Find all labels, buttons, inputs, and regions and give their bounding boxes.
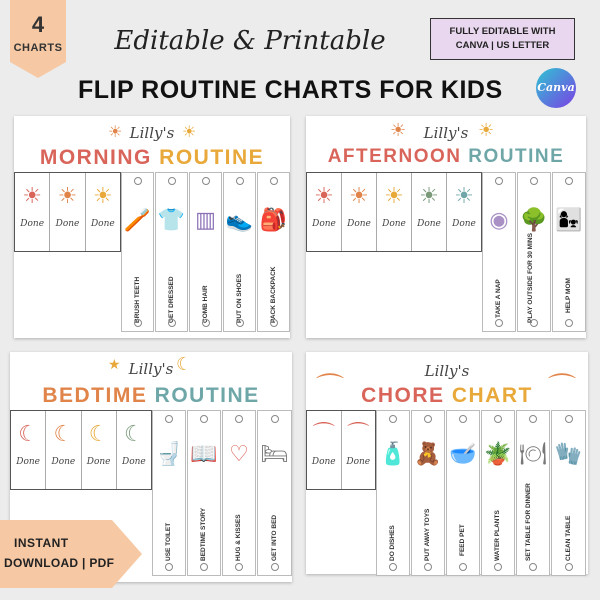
chart-owner-name: Lilly's	[128, 360, 174, 378]
task-flap[interactable]	[155, 172, 188, 332]
task-label: FEED PET	[459, 524, 466, 556]
done-flap[interactable]	[307, 173, 342, 251]
task-label: TAKE A NAP	[495, 279, 502, 318]
sun-icon: ☀	[419, 183, 439, 208]
done-label: Done	[382, 219, 406, 229]
done-flap[interactable]	[50, 173, 85, 251]
task-flap[interactable]	[516, 410, 550, 576]
moon-icon: ☾	[88, 421, 109, 446]
task-label: BEDTIME STORY	[200, 507, 207, 561]
done-flaps	[14, 172, 121, 252]
cleaning-glove-icon: 🧤	[554, 441, 583, 466]
table-setting-icon: 🍽	[519, 441, 547, 466]
sun-icon: ☀	[108, 124, 123, 141]
done-flap[interactable]	[342, 411, 376, 489]
done-label: Done	[90, 219, 115, 229]
done-flap[interactable]	[86, 173, 120, 251]
chart-owner-name: Lilly's	[424, 362, 470, 380]
title-word-1: BEDTIME	[42, 384, 148, 407]
download-label: DOWNLOAD | PDF	[4, 556, 115, 570]
sun-icon: ☀	[384, 183, 404, 208]
done-label: Done	[312, 219, 336, 229]
watering-can-icon: 🪴	[484, 441, 512, 466]
title-word-2: ROUTINE	[154, 384, 260, 407]
done-flaps	[306, 410, 376, 490]
sun-icon: ☀	[478, 120, 495, 140]
title-word-2: ROUTINE	[159, 146, 265, 169]
done-label: Done	[347, 219, 371, 229]
task-label: PUT ON SHOES	[235, 273, 243, 323]
sun-icon: ☀	[314, 183, 334, 208]
task-flap[interactable]	[446, 410, 480, 576]
done-flap[interactable]	[307, 411, 342, 489]
sun-icon: ☀	[349, 183, 369, 208]
task-flap[interactable]	[257, 172, 290, 332]
done-flaps	[10, 410, 152, 490]
task-flap[interactable]	[482, 172, 516, 332]
task-label: DO DISHES	[389, 525, 396, 561]
moon-icon: ☾	[18, 421, 38, 446]
task-label: PACK BACKPACK	[269, 266, 277, 323]
task-label: PLAY OUTSIDE FOR 30 MINS	[527, 233, 534, 323]
sun-icon: ☀	[454, 183, 474, 208]
task-flap[interactable]	[552, 172, 586, 332]
title-word-2: ROUTINE	[468, 146, 565, 167]
book-icon: 📖	[190, 441, 218, 466]
sun-icon: ☀	[390, 120, 407, 140]
sun-icon: ☀	[57, 183, 78, 208]
dish-soap-icon: 🧴	[379, 441, 407, 466]
rainbow-icon: ⌒	[312, 421, 335, 446]
done-flap[interactable]	[15, 173, 50, 251]
task-flap[interactable]	[517, 172, 551, 332]
charts-count-badge	[10, 0, 66, 80]
task-label: HELP MOM	[565, 278, 572, 313]
title-word-1: MORNING	[39, 146, 152, 169]
toys-icon: 🧸	[414, 441, 442, 466]
task-flap[interactable]	[376, 410, 410, 576]
done-label: Done	[20, 219, 45, 229]
done-label: Done	[86, 457, 111, 467]
badge-label: CHARTS	[13, 42, 63, 54]
bed-icon: 🛏	[260, 441, 289, 466]
sun-icon: ☀	[182, 124, 197, 141]
rainbow-icon: ⌒	[316, 372, 345, 403]
chart-owner-name: Lilly's	[129, 124, 175, 142]
done-label: Done	[16, 457, 40, 467]
chart-title	[14, 146, 290, 170]
done-label: Done	[55, 219, 80, 229]
task-label: SET TABLE FOR DINNER	[525, 483, 532, 561]
task-flap[interactable]	[481, 410, 515, 576]
toilet-icon: 🚽	[155, 441, 183, 466]
task-flap[interactable]	[222, 410, 256, 576]
done-flap[interactable]	[82, 411, 117, 489]
editable-info-box	[430, 18, 575, 60]
chart-title	[306, 146, 586, 168]
task-flap[interactable]	[152, 410, 186, 576]
backpack-icon: 🎒	[259, 207, 288, 232]
editable-line-1: FULLY EDITABLE WITH	[449, 26, 556, 37]
task-label: CLEAN TABLE	[564, 515, 572, 561]
done-flap[interactable]	[46, 411, 81, 489]
done-label: Done	[346, 457, 371, 467]
shoes-icon: 👟	[225, 207, 254, 232]
editable-line-2: CANVA | US LETTER	[455, 40, 550, 51]
done-flap[interactable]	[117, 411, 151, 489]
done-label: Done	[452, 219, 476, 229]
done-flap[interactable]	[377, 173, 412, 251]
task-label: GET INTO BED	[270, 514, 278, 561]
tree-icon: 🌳	[520, 207, 548, 232]
rainbow-icon: ⌒	[347, 421, 370, 446]
chart-owner-name: Lilly's	[423, 124, 469, 142]
badge-count: 4	[31, 12, 45, 37]
moon-icon: ☾	[53, 421, 74, 446]
task-flap[interactable]	[411, 410, 445, 576]
task-flap[interactable]	[121, 172, 154, 332]
pet-bowl-icon: 🥣	[449, 441, 477, 466]
instant-download-tag	[0, 520, 145, 588]
task-flap[interactable]	[257, 410, 292, 576]
done-label: Done	[311, 457, 336, 467]
sun-icon: ☀	[22, 183, 43, 208]
mom-child-icon: 👩‍👧	[555, 207, 583, 232]
subtitle-script: Editable & Printable	[114, 26, 386, 56]
done-label: Done	[51, 457, 76, 467]
chart-title	[10, 384, 292, 408]
task-flap[interactable]	[551, 410, 586, 576]
done-flap[interactable]	[11, 411, 46, 489]
instant-label: INSTANT	[14, 536, 69, 550]
task-flap[interactable]	[189, 172, 222, 332]
canva-logo-icon: Canva	[536, 68, 576, 108]
task-label: WATER PLANTS	[494, 510, 501, 561]
sun-icon: ☀	[92, 183, 113, 208]
task-label: GET DRESSED	[167, 276, 175, 323]
task-label: PUT AWAY TOYS	[424, 508, 431, 561]
moon-icon: ☾	[124, 421, 144, 446]
moon-icon: ☾	[176, 354, 193, 374]
title-word-1: CHORE	[361, 384, 445, 407]
arrow-tag-shape	[0, 520, 145, 588]
toothbrush-icon: 🪥	[123, 207, 152, 232]
done-flap[interactable]	[412, 173, 447, 251]
task-label: USE TOILET	[165, 522, 172, 561]
task-flap[interactable]	[187, 410, 221, 576]
title-word-2: CHART	[451, 384, 533, 407]
done-label: Done	[417, 219, 441, 229]
done-flap[interactable]	[447, 173, 481, 251]
clothes-icon: 👕	[157, 207, 186, 232]
task-label: HUG & KISSES	[235, 514, 242, 561]
done-flaps	[306, 172, 482, 252]
task-label: BRUSH TEETH	[133, 276, 141, 323]
rainbow-icon: ⌒	[547, 372, 576, 403]
sleep-mask-icon: ◉	[489, 207, 509, 232]
heart-icon: ♡	[229, 441, 249, 466]
star-icon: ★	[108, 356, 121, 372]
title-word-1: AFTERNOON	[327, 146, 462, 167]
done-flap[interactable]	[342, 173, 377, 251]
task-flap[interactable]	[223, 172, 256, 332]
task-label: COMB HAIR	[201, 285, 209, 323]
main-title: FLIP ROUTINE CHARTS FOR KIDS	[78, 76, 503, 104]
chart-title	[306, 384, 588, 408]
comb-icon: ▥	[195, 207, 216, 232]
done-label: Done	[121, 457, 146, 467]
